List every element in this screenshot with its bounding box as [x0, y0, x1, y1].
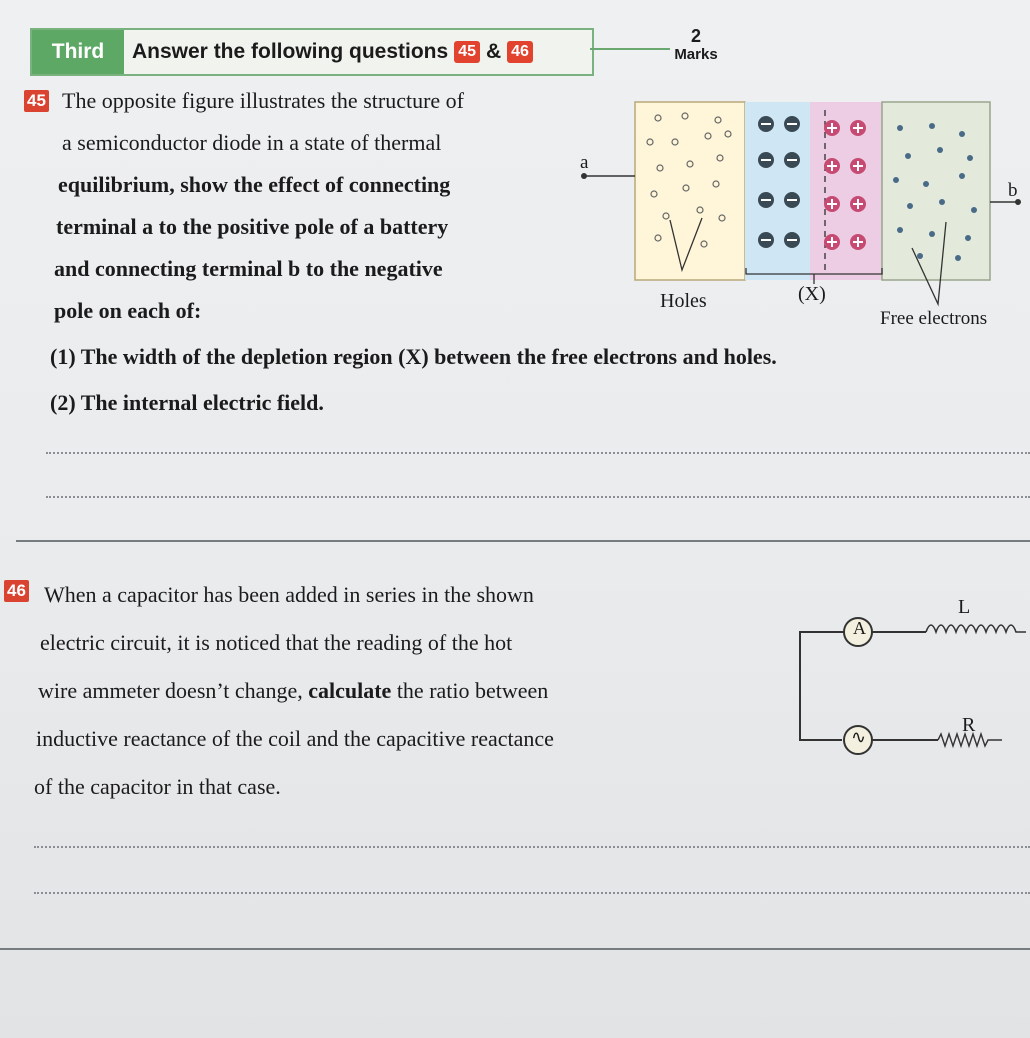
header-amp: &	[485, 40, 502, 63]
marks-label: Marks	[674, 46, 718, 63]
depletion-x-label: (X)	[798, 283, 826, 305]
q45-line4: terminal a to the positive pole of a battery	[56, 214, 449, 239]
header-instruction	[132, 40, 533, 64]
depletion-negative-side	[745, 102, 810, 280]
section-label: Third	[32, 30, 124, 74]
answer-line-2[interactable]	[46, 496, 1030, 498]
q45-line2: a semiconductor diode in a state of thermal	[62, 130, 442, 155]
q46-calculate-word: calculate	[308, 678, 392, 703]
marks-box	[668, 26, 724, 64]
circuit-diagram	[796, 596, 1030, 766]
section-header	[30, 28, 594, 76]
q45-number: 45	[24, 90, 49, 112]
header-q46-badge: 46	[507, 41, 533, 63]
circuit-left-wire	[800, 632, 844, 740]
section-divider-2	[0, 948, 1030, 950]
q46-line3	[38, 678, 548, 704]
free-electrons-label: Free electrons	[880, 308, 988, 329]
resistor-label: R	[962, 714, 976, 736]
inductor-label: L	[958, 596, 971, 618]
source-label: ∿	[851, 727, 867, 747]
q45-line3: equilibrium, show the effect of connecting	[58, 172, 451, 197]
q46-line4: inductive reactance of the coil and the capacitive reactance	[36, 726, 554, 751]
q45-line5: and connecting terminal b to the negative	[54, 256, 443, 281]
answer-line-3[interactable]	[34, 846, 1030, 848]
inductor-coil	[926, 625, 1026, 632]
instruction-text: Answer the following questions	[132, 40, 449, 63]
q46-line3-c: the ratio between	[391, 678, 549, 703]
answer-line-4[interactable]	[34, 892, 1030, 894]
q45-line1: The opposite figure illustrates the structure of	[62, 88, 464, 113]
q45-part2: (2) The internal electric field.	[50, 390, 324, 415]
p-region	[635, 102, 745, 280]
terminal-b-label: b	[1008, 180, 1018, 201]
header-connector-line	[590, 48, 670, 50]
ammeter-label: A	[853, 618, 866, 638]
q46-line1: When a capacitor has been added in series in the shown	[44, 582, 534, 607]
holes-label: Holes	[660, 290, 707, 312]
q46-line5: of the capacitor in that case.	[34, 774, 281, 799]
section-divider-1	[16, 540, 1030, 542]
q46-line2: electric circuit, it is noticed that the reading of the hot	[40, 630, 513, 655]
q45-part1: (1) The width of the depletion region (X) between the free electrons and holes.	[50, 344, 777, 369]
q45-line6: pole on each of:	[54, 298, 202, 323]
marks-value: 2	[690, 26, 701, 46]
terminal-a-label: a	[580, 152, 589, 173]
answer-line-1[interactable]	[46, 452, 1030, 454]
depletion-positive-side	[810, 102, 882, 280]
header-q45-badge: 45	[454, 41, 480, 63]
q46-line3-a: wire ammeter doesn’t change,	[38, 678, 309, 703]
q46-number: 46	[4, 580, 29, 602]
